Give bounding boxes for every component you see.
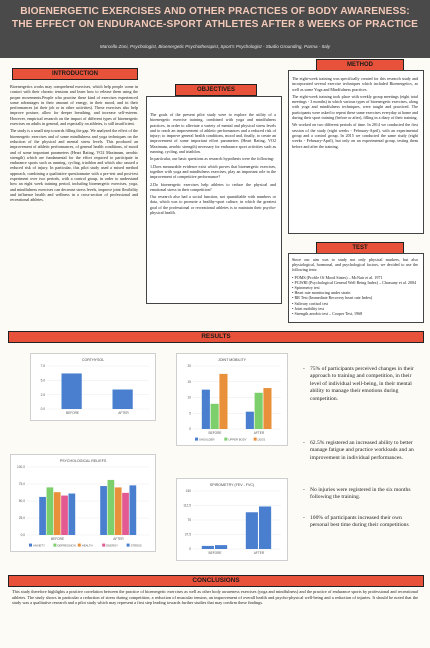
- test-list-item: • Joint mobility test: [292, 305, 325, 311]
- bar: [255, 393, 263, 429]
- y-tick-label: 15: [187, 379, 191, 384]
- method-paragraph: The eight-week training took place with weekly group meetings (eight total meetings - 3 months) in which various types of bioenergetic exercises, along with yoga and mindfulness techniques, were taught and practiced. The participants were asked to repeat these same exercises everyday at home and during their sport training (before or after), filling in a diary of their training.: [292, 93, 418, 121]
- legend-label: LEGS: [257, 437, 266, 442]
- chart-psychological-reliefs: [10, 454, 156, 552]
- objectives-paragraph: The goals of the present pilot study were to explore the utility of a bioenergetic exercise training, combined with yoga and mindfulness practices, in order to alleviate a variety of mental and physical stress levels and to reach an improvement of athletic performances and a reduced risk of injury; to improve general health conditions, mood and, finally, to create an improvement of some important effort parameters (Heart Rating, VO2 Maximum, aerobic strength) necessary for endurance sport activities such as running, cycling, and triathlon.: [150, 112, 276, 155]
- chart-title: PSYCHOLOGICAL RELIEFS: [59, 459, 107, 463]
- legend-swatch: [195, 438, 198, 441]
- bar: [202, 390, 210, 429]
- bullet-icon: -: [303, 366, 305, 372]
- bar: [61, 496, 68, 535]
- y-tick-label: 0.0: [40, 407, 45, 412]
- x-tick-label: BEFORE: [65, 411, 80, 415]
- bullet-icon: -: [303, 515, 305, 521]
- y-tick-label: 0,0: [20, 533, 25, 538]
- test-title: TEST: [316, 242, 404, 254]
- y-tick-label: 5: [189, 411, 191, 416]
- legend-label: ANXIETY: [33, 543, 45, 548]
- y-tick-label: 7.5: [40, 364, 45, 369]
- legend-label: DEPRESSION: [57, 543, 76, 548]
- y-tick-label: 37,5: [184, 532, 191, 537]
- conclusions-text: This study therefore highlights a positive correlation between the practice of bioenergetic exercises as well as other body awareness exercises (yoga and mindfulness) and the practice of endurance sports by professional and recreational athletes. The study shows in particular a reduction of stress during competition, a reduction of muscular tension, an improvement of overall health and psycho-physical well-being and a reduction of injuries. It should be noted that the study was a qualitative research and a pilot study which may represent a first step leading towards further studies that may confirm these findings.: [12, 589, 418, 606]
- bullet-icon: -: [303, 440, 305, 446]
- test-list-item: • PGWBI (Psychological General Well Being Index) – Chassany et al. 2004: [292, 279, 417, 285]
- test-list: [292, 275, 418, 317]
- legend-label: UPPER BODY: [228, 437, 247, 442]
- bar: [47, 487, 54, 535]
- test-intro: Since our aim was to study not only physical markers, but also physiological, hormonal, and psychological factors, we decided to use the following tests:: [292, 257, 418, 273]
- finding-item: - 75% of participants perceived changes in their approach to training and competition, in their level of individual well-being, in their mental ability to manage their emotions during competition.: [303, 366, 414, 402]
- y-tick-label: 20: [187, 364, 191, 369]
- legend-label: SHOULDER: [199, 437, 215, 442]
- chart-corthysol: [30, 353, 156, 421]
- bar: [113, 390, 133, 409]
- bar: [211, 404, 219, 429]
- bar: [263, 388, 271, 429]
- test-text: [292, 257, 418, 316]
- bar: [68, 494, 75, 535]
- bar: [219, 374, 227, 429]
- bar: [100, 486, 107, 535]
- bar: [62, 373, 82, 409]
- bar: [246, 412, 254, 429]
- y-tick-label: 50,0: [18, 499, 25, 504]
- bar: [108, 480, 115, 535]
- bar: [246, 512, 258, 549]
- objectives-paragraph: In particular, our basic questions as research hypothesis were the following:: [150, 156, 275, 162]
- bar: [129, 485, 136, 535]
- bar: [215, 545, 227, 549]
- chart-title: SPIROMETRY (FEV - FVC): [209, 483, 255, 487]
- chart-svg: [177, 479, 287, 560]
- introduction-text: [10, 84, 138, 205]
- objectives-paragraph: Our research also had a social function, not quantifiable with numbers or data, which was to promote a healthy-sport culture, in which the greatest goal of the professional or recreational athletes is to maintain their psycho-physical health.: [150, 194, 276, 216]
- legend-swatch: [127, 544, 130, 547]
- y-tick-label: 112,5: [183, 503, 191, 508]
- bar: [39, 497, 46, 535]
- chart-joint-mobility: [176, 353, 288, 446]
- x-tick-label: BEFORE: [208, 431, 222, 435]
- test-list-item: • Strength aerobic test – Cooper Test, 1968: [292, 311, 363, 317]
- chart-spirometry: [176, 478, 288, 561]
- method-paragraph: We worked on two different periods of time. In 2014 we conducted the first session of the study (eight weeks - February-April), with an experimental group and a control group. In 2015 we conducted the same study (eight weeks - February-April), but only on an experimental group, testing them before and after the training.: [292, 122, 418, 149]
- objectives-paragraph: 2.Do bioenergetic exercises help athletes to reduce the physical and emotional stress in their competition?: [150, 181, 276, 192]
- legend-swatch: [29, 544, 32, 547]
- y-tick-label: 75,0: [18, 482, 25, 487]
- header-banner: [0, 0, 430, 58]
- y-tick-label: 25,0: [18, 516, 25, 521]
- legend-swatch: [53, 544, 56, 547]
- x-tick-label: AFTER: [253, 431, 265, 435]
- test-list-item: • Salivary cortisol test: [292, 300, 329, 306]
- chart-svg: [11, 455, 155, 551]
- bar: [202, 546, 214, 549]
- bullet-icon: -: [303, 487, 305, 493]
- x-tick-label: AFTER: [113, 537, 124, 541]
- introduction-paragraph: Bioenergetics works may comprehend exercises, which help people come in contact with their chronic tensions and learn how to release them using the proper movements.People who practise these kind of exercises experienced some advantages in their amount of energy, in their mood, and in their performances (at their job or in other activities). These exercises also help improve posture, allow for deeper breathing, and increase self-esteem. However, empirical research on the impact of different types of bioenergetic exercises on adults in general, and especially on athletes, is still insufficient.: [10, 84, 138, 127]
- bar: [122, 493, 129, 535]
- finding-item: - 62.5% registered an increased ability to better manage fatigue and practice workloads and an improvement in individual performances.: [303, 440, 414, 461]
- legend-label: ENERGY: [106, 543, 119, 548]
- finding-item: - 100% of participants increased their own personal best time during their competitions: [303, 515, 409, 529]
- test-list-item: • POMS (Profile Of Mood States) – McNair et al. 1971: [292, 274, 383, 280]
- finding-item: - No injuries were registered in the six months following the training.: [303, 487, 411, 501]
- conclusions-title: CONCLUSIONS: [8, 575, 424, 587]
- legend-swatch: [78, 544, 81, 547]
- introduction-title: INTRODUCTION: [12, 68, 138, 80]
- x-tick-label: BEFORE: [50, 537, 65, 541]
- introduction-paragraph: The study is a small step towards filling the gap. We analyzed the effect of the bioenergetic exercises and of some mindfulness and yoga techniques on the reduction of the physical and mental stress levels. This produced an improvement of athletic performances, of general health conditions, of mood and of some important parameters (Heart Rating, VO2 Maximum, aerobic strength) which are fundamental for the effort required to participate in endurance sports such as running, cycling, triathlon and which also caused a reduced risk of injury. In particular, this pilot study used a mixed method approach, combining a qualitative questionnaire with a pre-test and post-test experiment over two periods, with a control group, in order to understand how an eight week training period, including bioenergetic exercises, yoga, and mindfulness exercises can decrease stress levels, improve joint flexibility and influence health and wellness in a cross-section of professional and recreational athletes.: [10, 128, 138, 203]
- objectives-paragraph: 1.Does measurable evidence exist which proves that bioenergetic exercises, together with yoga and mindfulness exercises, play an important role in the improvement of competitive performance?: [150, 163, 276, 180]
- method-text: [292, 76, 418, 151]
- y-tick-label: 100,0: [17, 465, 25, 470]
- authors: Marcello Zoni, Psychologist, Bioenergetic Psychotherapist, Sport's Psychologist - Studio Grounding, Parma - Italy: [99, 44, 331, 49]
- bar: [259, 506, 271, 549]
- title-line-2: THE EFFECT ON ENDURANCE-SPORT ATHLETES AFTER 8 WEEKS OF PRACTICE: [11, 19, 419, 30]
- test-list-item: • RR Test (Immediate Recovery heart rate Index): [292, 295, 373, 301]
- y-tick-label: 10: [187, 395, 191, 400]
- y-tick-label: 0: [189, 547, 191, 552]
- bar: [54, 492, 61, 535]
- objectives-title: OBJECTIVES: [175, 84, 257, 96]
- legend-label: STRESS: [130, 543, 142, 548]
- x-tick-label: AFTER: [253, 551, 265, 555]
- method-paragraph: The eight-week training was specifically created for this research study and incorporated several exercise techniques which included Bioenergetics, as well as some Yoga and Mindfulness practices.: [292, 76, 418, 92]
- results-findings: [303, 366, 420, 566]
- y-tick-label: 2.5: [40, 392, 45, 397]
- test-list-item: • Spirometry test: [292, 285, 320, 291]
- test-list-item: • Heart rate monitoring under strain: [292, 290, 351, 296]
- x-tick-label: AFTER: [118, 411, 129, 415]
- legend-swatch: [102, 544, 105, 547]
- method-title: METHOD: [316, 59, 404, 71]
- objectives-text: [150, 112, 276, 217]
- bar: [115, 487, 122, 535]
- chart-title: CORTHYSOL: [81, 358, 105, 362]
- legend-label: HEALTH: [81, 543, 93, 548]
- y-tick-label: 150: [185, 489, 191, 494]
- chart-svg: [31, 354, 155, 420]
- poster-title: [6, 5, 424, 31]
- results-title: RESULTS: [8, 331, 424, 343]
- y-tick-label: 5.0: [40, 378, 45, 383]
- legend-swatch: [254, 438, 257, 441]
- x-tick-label: BEFORE: [208, 551, 222, 555]
- y-tick-label: 75: [187, 518, 191, 523]
- legend-swatch: [224, 438, 227, 441]
- chart-svg: [177, 354, 287, 445]
- title-line-1: BIOENERGETIC EXERCISES AND OTHER PRACTICES OF BODY AWARENESS:: [20, 6, 410, 17]
- chart-title: JOINT MOBILITY: [217, 358, 247, 362]
- y-tick-label: 0: [189, 427, 191, 432]
